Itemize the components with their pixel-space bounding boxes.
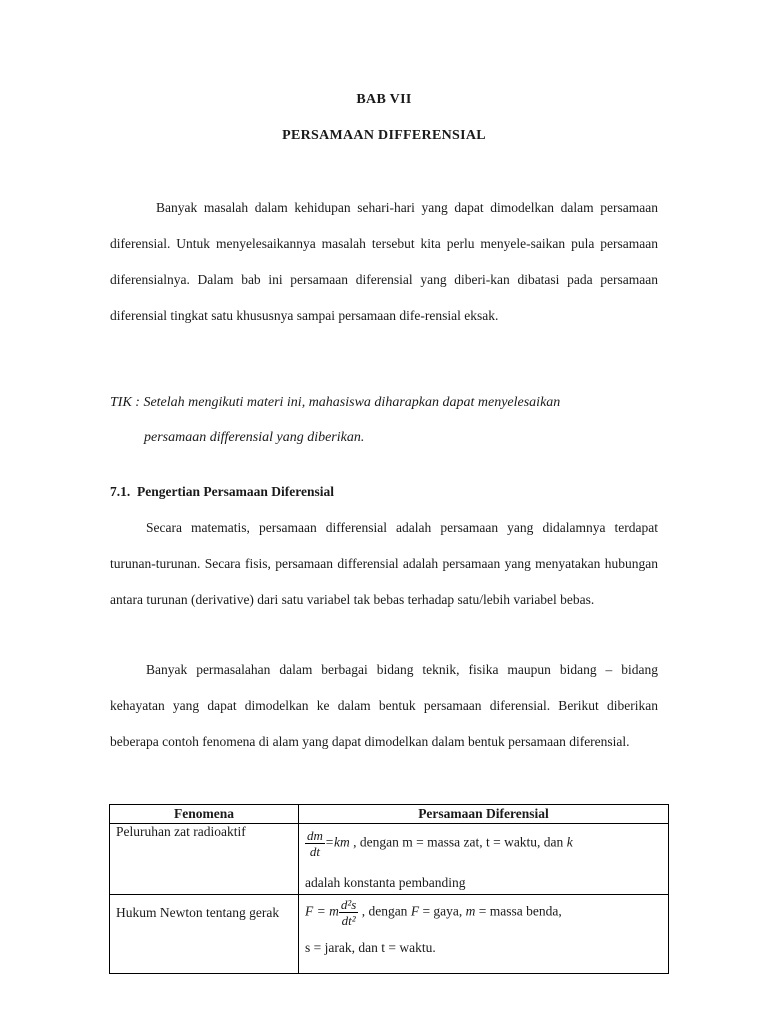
- header-persamaan: Persamaan Diferensial: [299, 805, 669, 824]
- section-title: Pengertian Persamaan Diferensial: [137, 484, 334, 499]
- header-fenomena: Fenomena: [110, 805, 299, 824]
- fenomena-cell: Hukum Newton tentang gerak: [110, 895, 299, 974]
- equation-cell: $\frac{dm}{dt}$ =km , dengan m = massa zat, t = waktu, dan k adalah konstanta pembanding: [299, 824, 669, 895]
- table-row: [110, 895, 669, 974]
- intro-text: Banyak masalah dalam kehidupan sehari-hari yang dapat dimodelkan dalam persamaan diferensial. Untuk menyelesaikannya masalah tersebut kita perlu menyele-saikan pula persamaan diferensialnya. Dalam bab ini persamaan diferensial yang diberi-kan dibatasi pada persamaan diferensial tingkat satu khususnya sampai persamaan dife-rensial eksak.: [110, 200, 658, 323]
- tik-line-2: persamaan differensial yang diberikan.: [144, 430, 365, 445]
- tik-line-1: TIK : Setelah mengikuti materi ini, mahasiswa diharapkan dapat menyelesaikan: [110, 395, 561, 410]
- equation-description: adalah konstanta pembanding: [305, 875, 466, 890]
- phenomena-table: [109, 804, 669, 974]
- table-header-row: [110, 805, 669, 824]
- section-para-2-text: Banyak permasalahan dalam berbagai bidang teknik, fisika maupun bidang – bidang kehayatan yang dapat dimodelkan ke dalam bentuk persamaan diferensial. Berikut diberikan beberapa contoh fenomena di alam yang dapat dimodelkan dalam bentuk persamaan diferensial.: [110, 662, 658, 749]
- equation-description: s = jarak, dan t = waktu.: [305, 940, 436, 955]
- derivative-fraction: $\frac{dm}{dt}$: [307, 828, 323, 859]
- second-derivative-fraction: $\frac{\text{d²s}}{\text{dt²}}$: [340, 897, 357, 928]
- table-row: [110, 824, 669, 895]
- intro-paragraph: [110, 190, 658, 334]
- equation-lhs: F = m: [305, 903, 339, 919]
- section-heading: [110, 484, 334, 500]
- chapter-number: BAB VII: [356, 92, 412, 107]
- equation-rhs: =km: [324, 834, 350, 850]
- chapter-title: PERSAMAAN DIFFERENSIAL: [282, 128, 486, 143]
- section-para-1-text: Secara matematis, persamaan differensial adalah persamaan yang didalamnya terdapat turunan-turunan. Secara fisis, persamaan differensial adalah persamaan yang menyatakan hubungan antara turunan (derivative) dari satu variabel tak bebas terhadap satu/lebih variabel bebas.: [110, 520, 658, 607]
- section-number: 7.1.: [110, 484, 131, 499]
- tik-block: [110, 385, 670, 455]
- section-paragraph-2: [110, 652, 658, 760]
- fenomena-cell: Peluruhan zat radioaktif: [110, 824, 299, 895]
- equation-cell: F = m $\frac{\text{d²s}}{\text{dt²}}$ , dengan F = gaya, m = massa benda, s = jarak, dan t = waktu.: [299, 895, 669, 974]
- section-paragraph-1: [110, 510, 658, 618]
